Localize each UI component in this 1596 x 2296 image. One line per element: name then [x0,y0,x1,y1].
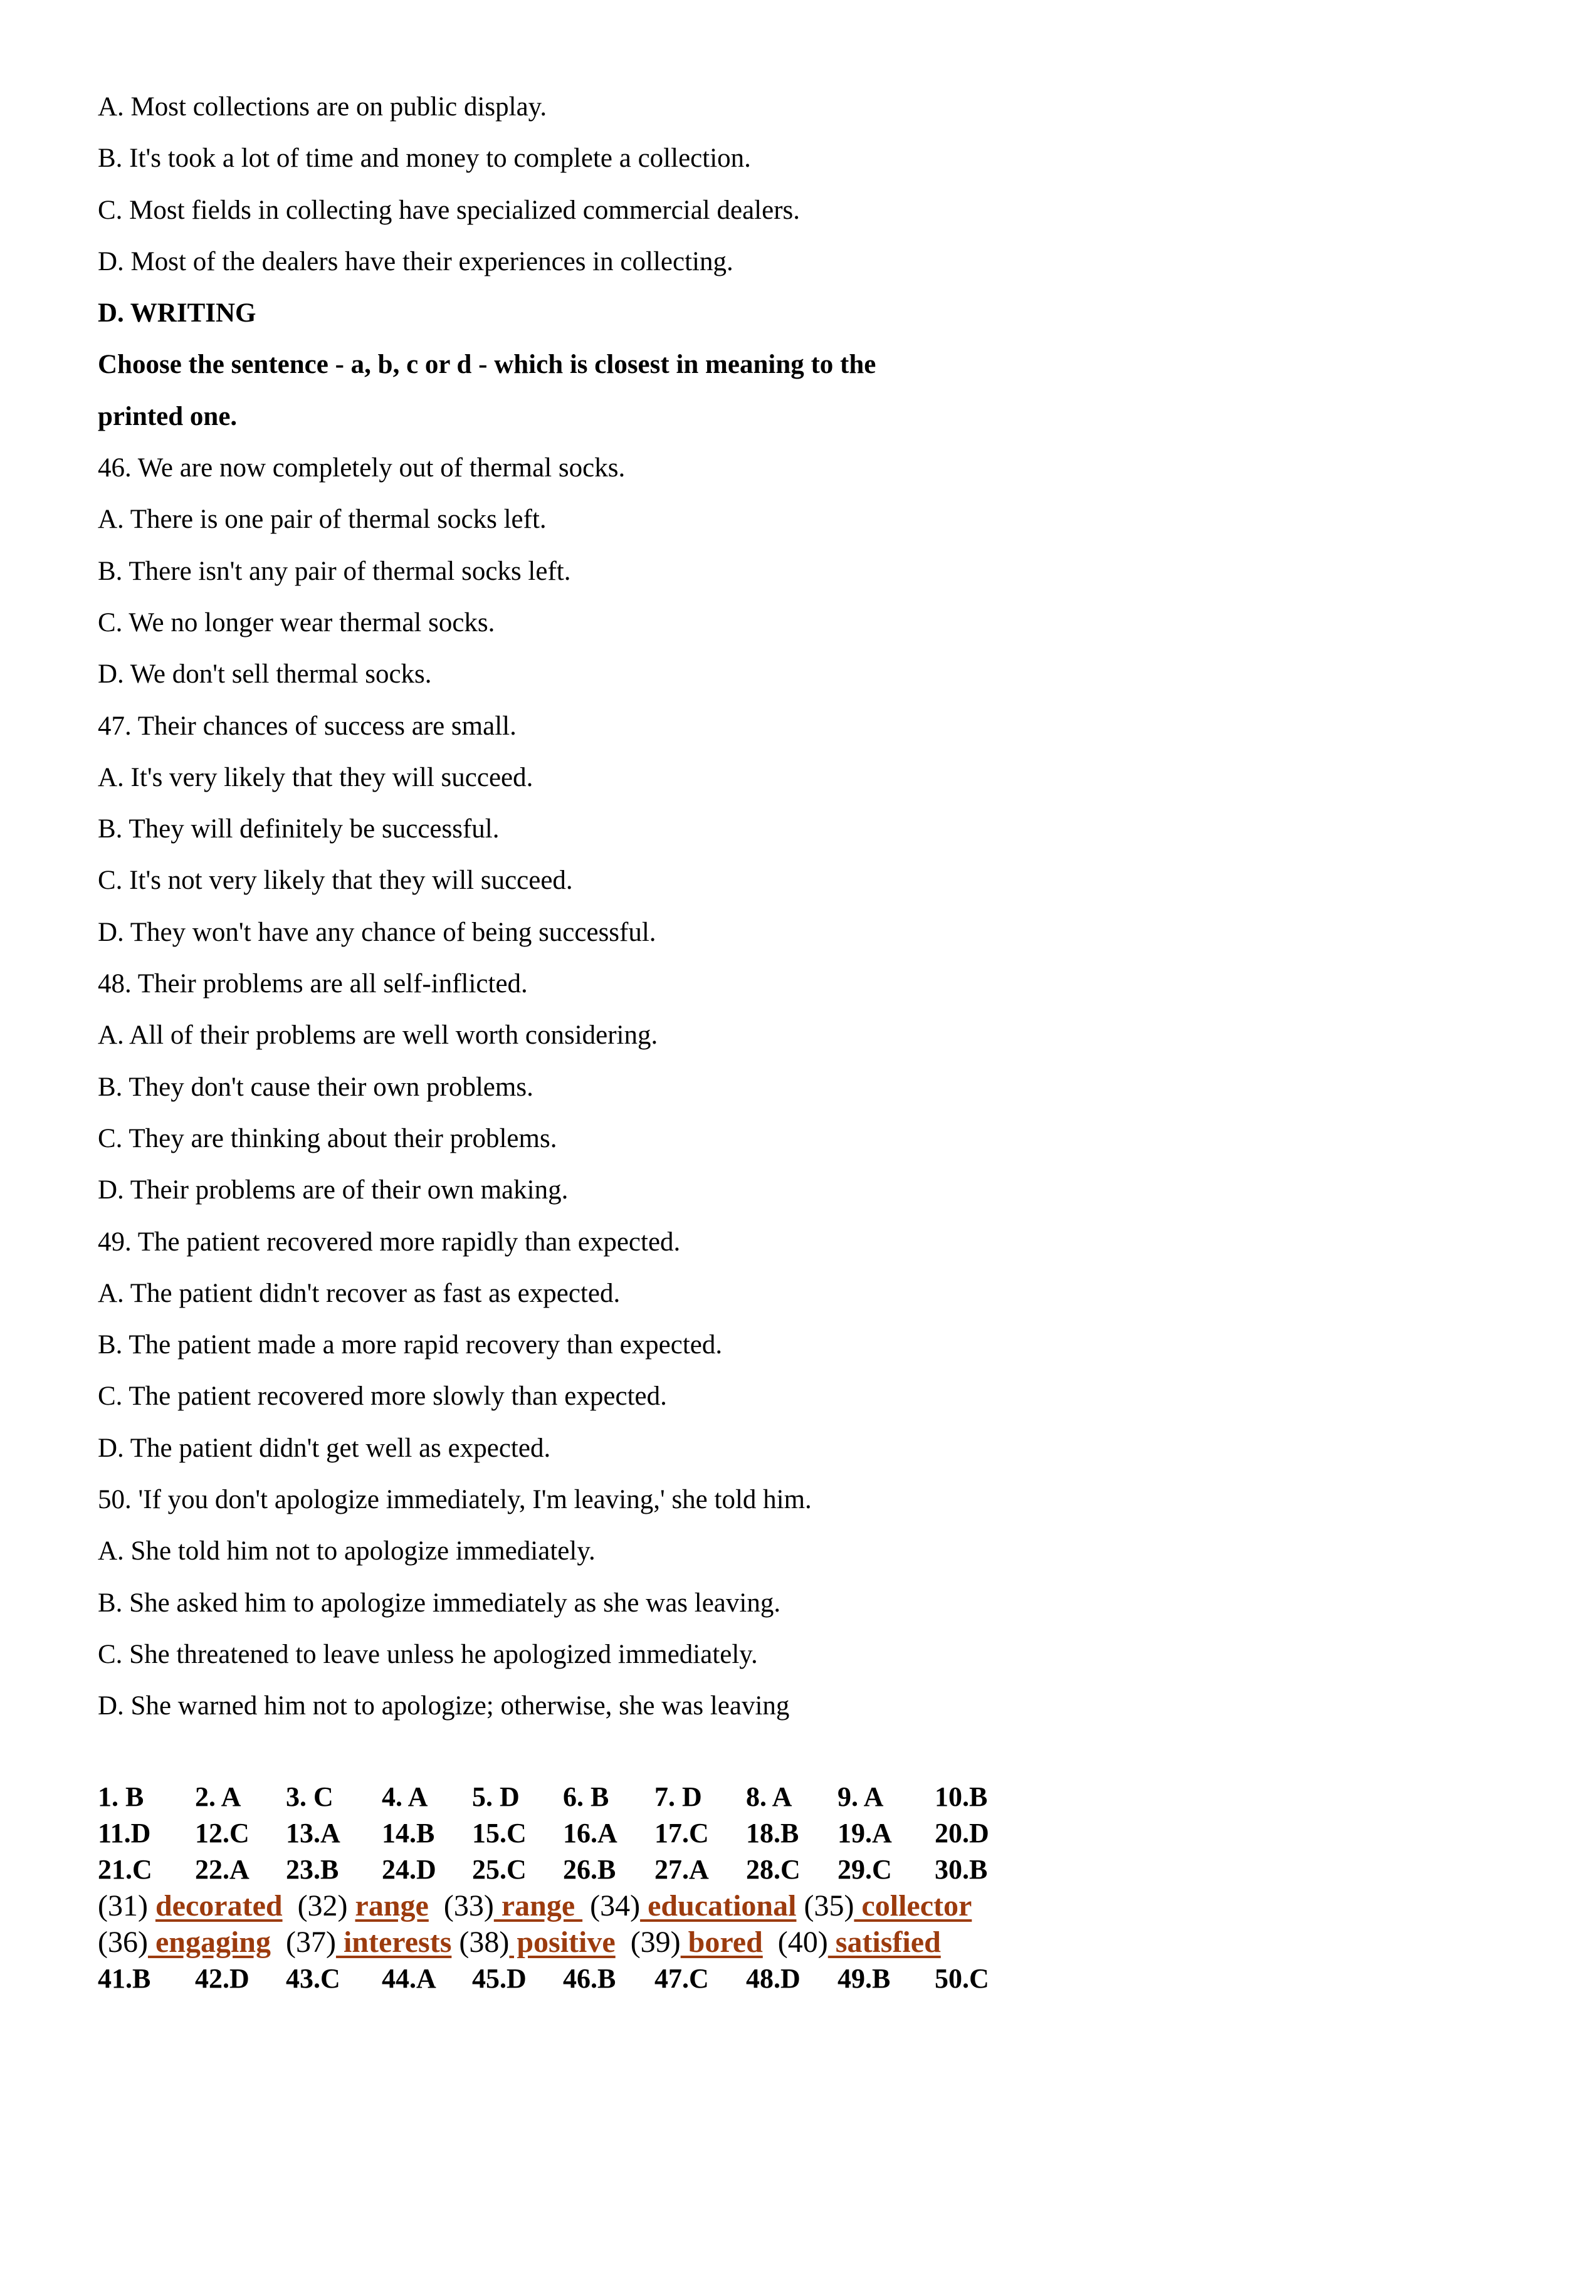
answer-cell: 20.D [935,1818,989,1848]
question-prompt: 48. Their problems are all self-inflicted. [98,969,528,999]
blank-answer-word: engaging [147,1926,271,1959]
answer-cell: 46.B [563,1963,616,1994]
option-line: B. The patient made a more rapid recovery than expected. [98,1330,723,1360]
option-line: D. We don't sell thermal socks. [98,659,432,689]
option-line: B. There isn't any pair of thermal socks left. [98,556,571,586]
option-line: C. She threatened to leave unless he apologized immediately. [98,1639,758,1669]
option-line: D. Most of the dealers have their experiences in collecting. [98,246,733,276]
answer-cell: 7. D [654,1781,702,1812]
answer-cell: 49.B [837,1963,891,1994]
blank-number: (38) [451,1926,510,1959]
question-prompt: 50. 'If you don't apologize immediately, I'm leaving,' she told him. [98,1485,812,1515]
option-line: D. She warned him not to apologize; otherwise, she was leaving [98,1691,790,1721]
answer-cell: 2. A [195,1781,241,1812]
question-prompt: 47. Their chances of success are small. [98,711,517,741]
option-line: C. Most fields in collecting have specialized commercial dealers. [98,195,800,225]
blank-answer-word: range [355,1889,429,1922]
option-line: D. Their problems are of their own making. [98,1175,569,1205]
answer-cell: 30.B [935,1854,988,1885]
answer-cell: 22.A [195,1854,249,1885]
answer-cell: 10.B [935,1781,988,1812]
blank-answer-word: collector [854,1889,972,1922]
answer-cell: 19.A [837,1818,892,1848]
answer-cell: 43.C [286,1963,340,1994]
blank-answer-word: satisfied [827,1926,941,1959]
answer-cell: 6. B [563,1781,609,1812]
option-line: D. The patient didn't get well as expected. [98,1433,551,1463]
answer-cell: 23.B [286,1854,339,1885]
answer-cell: 50.C [935,1963,989,1994]
blank-answer-word: interests [335,1926,452,1959]
answer-cell: 18.B [746,1818,799,1848]
blank-answer-word: decorated [155,1889,283,1922]
answer-cell: 16.A [563,1818,617,1848]
blank-number: (31) [98,1889,155,1922]
option-line: C. It's not very likely that they will succeed. [98,866,573,896]
question-prompt: 49. The patient recovered more rapidly than expected. [98,1227,681,1257]
section-instruction: Choose the sentence - a, b, c or d - which is closest in meaning to the [98,350,876,380]
answer-row [98,1852,1540,1888]
option-line: B. They don't cause their own problems. [98,1072,533,1102]
blank-number: (40) [762,1926,828,1959]
blank-answer-word: range [493,1889,583,1922]
blank-number: (32) [282,1889,355,1922]
option-line: A. All of their problems are well worth considering. [98,1020,658,1051]
answer-cell: 5. D [472,1781,520,1812]
answer-cell: 28.C [746,1854,801,1885]
answer-key [98,1779,1540,1997]
section-instruction: printed one. [98,401,238,431]
answer-cell: 3. C [286,1781,333,1812]
answer-row [98,1815,1540,1852]
blank-answer-word: educational [640,1889,797,1922]
answer-cell: 9. A [837,1781,884,1812]
option-line: D. They won't have any chance of being successful. [98,917,656,947]
blank-number: (34) [582,1889,641,1922]
option-line: A. Most collections are on public display. [98,92,547,122]
blank-number: (36) [98,1926,148,1959]
option-line: A. The patient didn't recover as fast as expected. [98,1278,621,1308]
answer-cell: 24.D [382,1854,436,1885]
option-line: B. She asked him to apologize immediately as she was leaving. [98,1588,781,1618]
option-line: A. There is one pair of thermal socks left. [98,505,547,535]
answer-cell: 17.C [654,1818,709,1848]
answer-cell: 25.C [472,1854,527,1885]
blank-answer-word: positive [509,1926,616,1959]
answer-cell: 44.A [382,1963,436,1994]
answer-cell: 27.A [654,1854,709,1885]
answer-cell: 4. A [382,1781,428,1812]
question-prompt: 46. We are now completely out of thermal socks. [98,453,626,483]
option-line: C. We no longer wear thermal socks. [98,607,495,637]
option-line: C. They are thinking about their problems. [98,1123,557,1153]
answer-cell: 11.D [98,1818,151,1848]
answer-row [98,1961,1540,1997]
answer-cell: 45.D [472,1963,527,1994]
fill-answer-row [98,1924,1540,1961]
blank-number: (33) [428,1889,494,1922]
answer-cell: 26.B [563,1854,616,1885]
answer-cell: 14.B [382,1818,435,1848]
section-title: D. WRITING [98,298,256,328]
answer-cell: 47.C [654,1963,709,1994]
question-text [98,81,1477,1732]
answer-cell: 42.D [195,1963,249,1994]
answer-cell: 8. A [746,1781,792,1812]
answer-cell: 29.C [837,1854,892,1885]
option-line: B. It's took a lot of time and money to complete a collection. [98,144,751,174]
option-line: C. The patient recovered more slowly than expected. [98,1381,667,1412]
blank-number: (35) [796,1889,854,1922]
option-line: A. She told him not to apologize immediately. [98,1536,596,1566]
blank-number: (39) [615,1926,681,1959]
answer-cell: 15.C [472,1818,527,1848]
answer-cell: 48.D [746,1963,801,1994]
option-line: B. They will definitely be successful. [98,814,500,844]
answer-cell: 21.C [98,1854,152,1885]
answer-cell: 41.B [98,1963,151,1994]
answer-cell: 1. B [98,1781,144,1812]
blank-number: (37) [271,1926,336,1959]
fill-answer-row [98,1888,1540,1924]
blank-answer-word: bored [680,1926,763,1959]
answer-cell: 12.C [195,1818,249,1848]
answer-row [98,1779,1540,1815]
answer-cell: 13.A [286,1818,340,1848]
option-line: A. It's very likely that they will succeed. [98,762,533,792]
